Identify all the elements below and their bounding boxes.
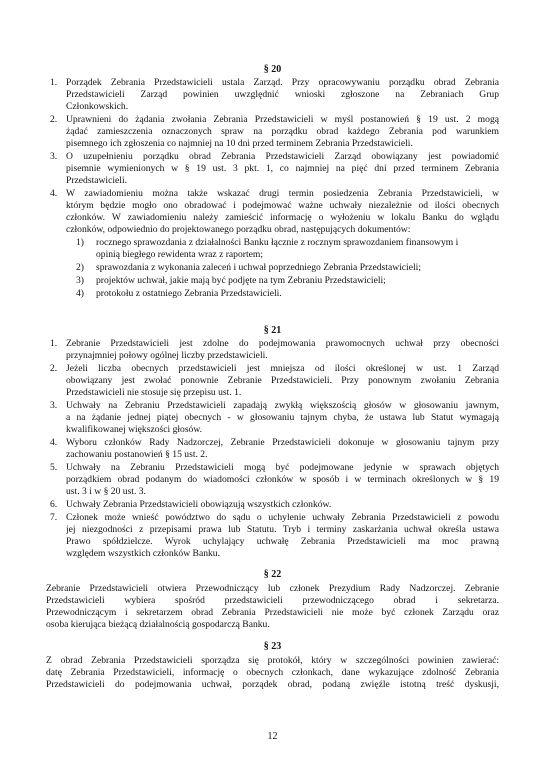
paragraph-line: Uprawnieni do żądania zwołania Zebrania Przedstawicieli w myśl postanowień § 19 ust. 2 mogą <box>66 114 499 125</box>
item-number: 2. <box>50 363 58 374</box>
paragraph-line: Uchwały na Zebraniu Przedstawicieli zapadają zwykłą większością głosów w głosowaniu jawnym, <box>66 400 499 411</box>
item-number: 2. <box>50 114 58 125</box>
item-number: 7. <box>50 512 58 523</box>
paragraph-line: Przedstawicieli Zarząd powinien uwzględnić wnioski zgłoszone na Zebraniach Grup <box>66 89 499 100</box>
paragraph-line: Przedstawicieli. <box>66 175 128 186</box>
section-heading-21: § 21 <box>263 325 282 336</box>
paragraph-line: kwalifikowanej większości głosów. <box>66 424 203 435</box>
page-number: 12 <box>267 731 278 742</box>
paragraph-line: przynajmniej połowy ogólnej liczby przedstawicieli. <box>66 350 268 361</box>
subitem-number: 1) <box>76 237 84 248</box>
paragraph-line: ust. 3 i w § 20 ust. 3. <box>66 486 146 497</box>
paragraph-line: Wyboru członków Rady Nadzorczej, Zebranie Przedstawicieli dokonuje w głosowaniu tajnym przy <box>66 437 499 448</box>
paragraph-line: żądać zamieszczenia oznaczonych spraw na porządku obrad każdego Zebrania pod warunkiem <box>66 126 499 137</box>
paragraph-line: zachowaniu postanowień § 15 ust. 2. <box>66 449 208 460</box>
paragraph-line: W zawiadomieniu można także wskazać drugi termin posiedzenia Zebrania Przedstawicieli, w <box>66 188 499 199</box>
paragraph-line: Uchwały Zebrania Przedstawicieli obowiązują wszystkich członków. <box>66 499 332 510</box>
paragraph-line: Zebranie Przedstawicieli jest zdolne do podejmowania prawomocnych uchwał przy obecności <box>66 338 499 349</box>
paragraph-line: Uchwały na Zebraniu Przedstawicieli mogą być podejmowane jedynie w sprawach objętych <box>66 462 499 473</box>
paragraph-line: obowiązany jest zwołać ponownie Zebranie Przedstawicieli. Przy ponownym zwołaniu Zebrania <box>66 375 499 386</box>
paragraph-line: sprawozdania z wykonania zaleceń i uchwał poprzedniego Zebrania Przedstawicieli; <box>96 262 421 273</box>
paragraph-line: projektów uchwał, jakie mają być podjęte na tym Zebraniu Przedstawicieli; <box>96 275 386 286</box>
paragraph-line: Członek może wnieść powództwo do sądu o uchylenie uchwały Zebrania Przedstawicieli z powodu <box>66 512 499 523</box>
item-number: 1. <box>50 77 58 88</box>
paragraph-line: datę Zebrania Przedstawicieli, informację o obecnych członkach, dane wykazujące zdolność Zebrania <box>46 667 499 678</box>
paragraph-line: protokołu z ostatniego Zebrania Przedstawicieli. <box>96 288 282 299</box>
paragraph-line: członków, odpowiednio do projektowanego porządku obrad, następujących dokumentów: <box>66 224 411 235</box>
paragraph-line: Przedstawicieli do podejmowania uchwał, porządek obrad, podaną zwięźle istotną treść dyskusji, <box>46 679 499 690</box>
paragraph-line: a na żądanie jednej piątej obecnych - w głosowaniu tajnym chyba, że ustawa lub Statut wymagają <box>66 412 499 423</box>
item-number: 3. <box>50 400 58 411</box>
paragraph-line: Przewodniczącym i sekretarzem obrad Zebrania Przedstawicieli nie może być członek Zarządu oraz <box>46 607 499 618</box>
paragraph-line: Prawo spółdzielcze. Wyrok uchylający uchwałę Zebrania Przedstawicieli ma moc prawną <box>66 536 499 547</box>
subitem-number: 3) <box>76 275 84 286</box>
paragraph-line: względem wszystkich członków Banku. <box>66 548 220 559</box>
section-heading-22: § 22 <box>263 569 282 580</box>
paragraph-line: osoba kierująca bieżącą działalnością gospodarczą Banku. <box>46 619 270 630</box>
paragraph-line: jej niezgodności z przepisami prawa lub Statutu. Tryb i terminy zaskarżania uchwał określa ustawa <box>66 524 499 535</box>
paragraph-line: pisemnie wymienionych w § 19 ust. 3 pkt. 1, co najmniej na pięć dni przed terminem Zebrania <box>66 163 499 174</box>
paragraph-line: Zebranie Przedstawicieli otwiera Przewodniczący lub członek Prezydium Rady Nadzorczej. Zebranie <box>46 583 499 594</box>
section-heading-20: § 20 <box>263 64 282 75</box>
paragraph-line: którym będzie mogło ono obradować i podejmować ważne uchwały niezależnie od ilości obecnych <box>66 200 499 211</box>
paragraph-line: opinią biegłego rewidenta wraz z raportem; <box>96 249 264 260</box>
paragraph-line: członków. W zawiadomieniu należy zamieścić informację o wyłożeniu w lokalu Banku do wglądu <box>66 212 499 223</box>
item-number: 3. <box>50 151 58 162</box>
subitem-number: 2) <box>76 262 84 273</box>
subitem-number: 4) <box>76 288 84 299</box>
item-number: 1. <box>50 338 58 349</box>
paragraph-line: Porządek Zebrania Przedstawicieli ustala Zarząd. Przy opracowywaniu porządku obrad Zebrania <box>66 77 499 88</box>
paragraph-line: Jeżeli liczba obecnych przedstawicieli jest mniejsza od ilości określonej w ust. 1 Zarząd <box>66 363 499 374</box>
item-number: 4. <box>50 437 58 448</box>
section-heading-23: § 23 <box>263 641 282 652</box>
item-number: 5. <box>50 462 58 473</box>
item-number: 4. <box>50 188 58 199</box>
paragraph-line: porządkiem obrad podanym do wiadomości członków w sposób i w terminach określonych w § 19 <box>66 474 499 485</box>
paragraph-line: pisemnego ich zgłoszenia co najmniej na 10 dni przed terminem Zebrania Przedstawicieli. <box>66 138 413 149</box>
item-number: 6. <box>50 499 58 510</box>
paragraph-line: rocznego sprawozdania z działalności Banku łącznie z rocznym sprawozdaniem finansowym i <box>96 237 459 248</box>
paragraph-line: Członkowskich. <box>66 101 129 112</box>
paragraph-line: O uzupełnieniu porządku obrad Zebrania Przedstawicieli Zarząd obowiązany jest powiadomić <box>66 151 499 162</box>
paragraph-line: Przedstawicieli wybiera spośród przedstawicieli przewodniczącego obrad i sekretarza. <box>46 595 499 606</box>
paragraph-line: Z obrad Zebrania Przedstawicieli sporządza się protokół, który w szczególności powinien zawierać: <box>46 655 499 666</box>
paragraph-line: Przedstawicieli nie stosuje się przepisu ust. 1. <box>66 387 242 398</box>
